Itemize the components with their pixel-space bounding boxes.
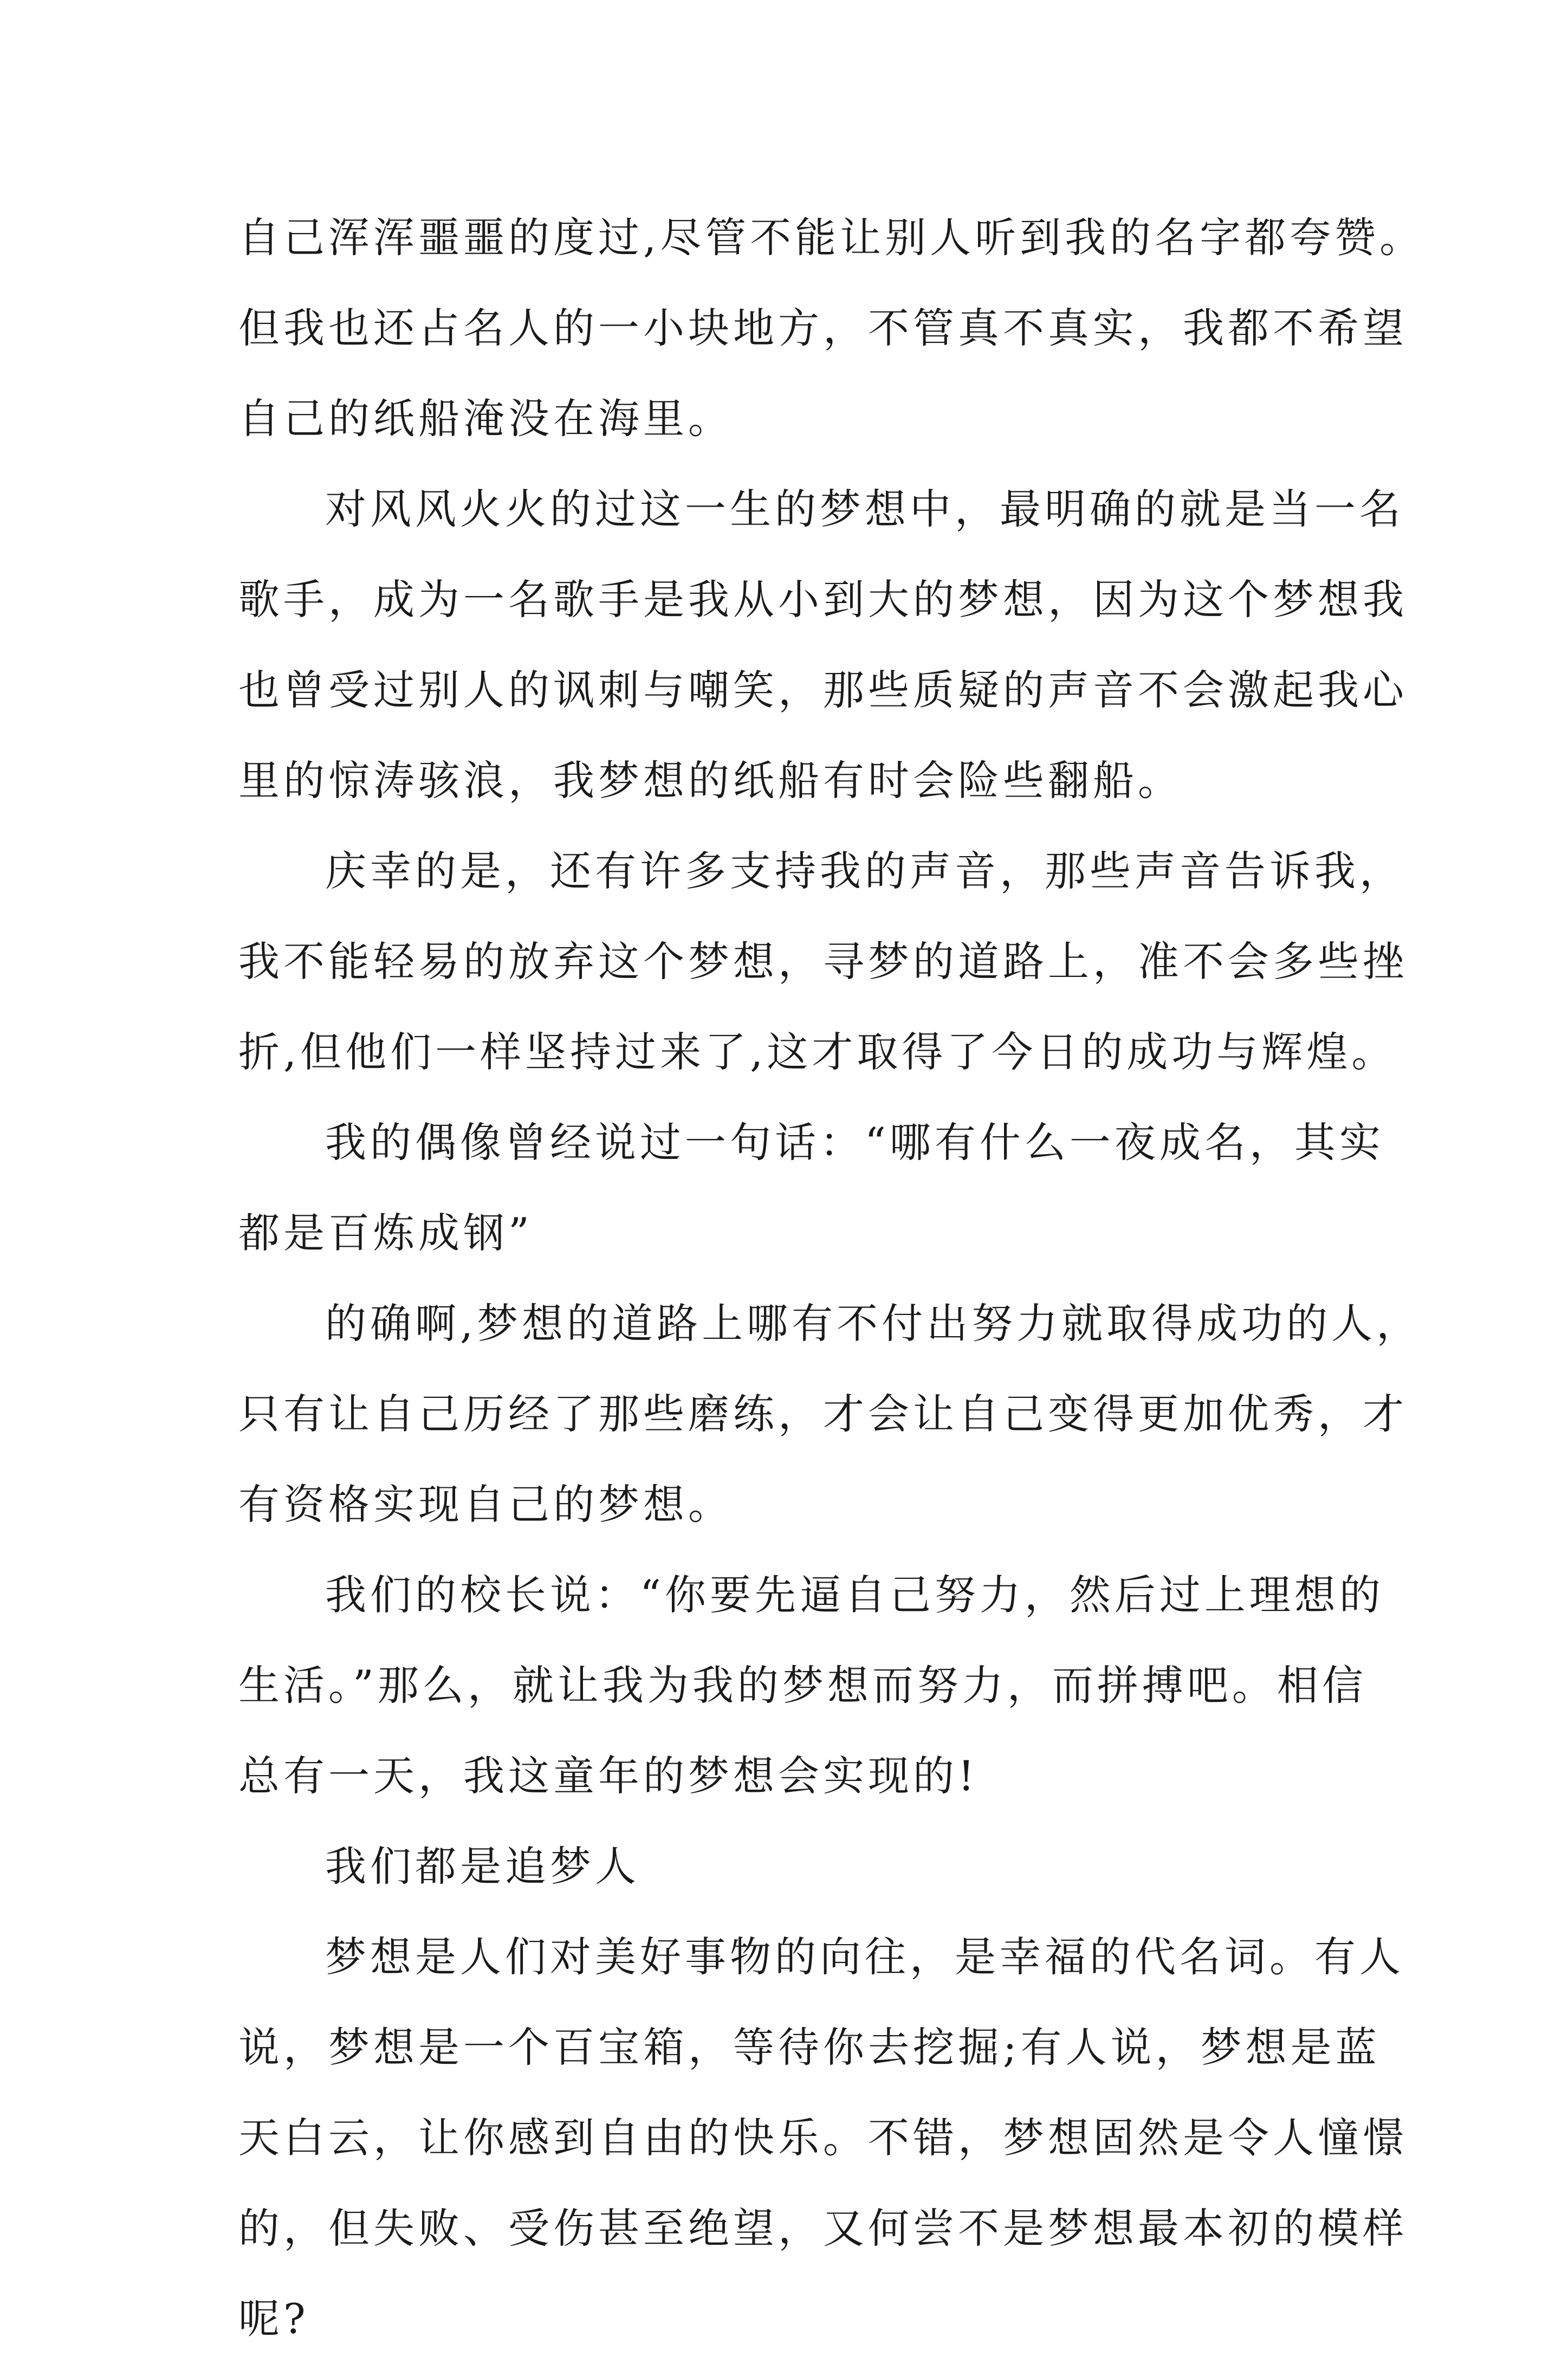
text-line: 折,但他们一样坚持过来了,这才取得了今日的成功与辉煌。: [238, 1028, 1397, 1076]
text-line: 只有让自己历经了那些磨练，才会让自己变得更加优秀，才: [238, 1390, 1408, 1438]
text-line: 我们都是追梦人: [325, 1842, 640, 1890]
text-line: 天白云，让你感到自由的快乐。不错，梦想固然是令人憧憬: [238, 2114, 1408, 2162]
text-line: 都是百炼成钢”: [238, 1209, 533, 1257]
text-line: 我的偶像曾经说过一句话：“哪有什么一夜成名，其实: [325, 1118, 1384, 1167]
text-line: 有资格实现自己的梦想。: [238, 1480, 733, 1528]
text-line: 也曾受过别人的讽刺与嘲笑，那些质疑的声音不会激起我心: [238, 666, 1408, 714]
text-line: 总有一天，我这童年的梦想会实现的!: [238, 1752, 979, 1800]
text-line: 里的惊涛骇浪，我梦想的纸船有时会险些翻船。: [238, 756, 1183, 805]
text-line: 自己的纸船淹没在海里。: [238, 394, 733, 443]
text-line: 对风风火火的过这一生的梦想中，最明确的就是当一名: [325, 485, 1404, 533]
text-line: 生活。”那么，就让我为我的梦想而努力，而拼搏吧。相信: [238, 1661, 1367, 1709]
text-line: 我不能轻易的放弃这个梦想，寻梦的道路上，准不会多些挫: [238, 937, 1408, 986]
text-line: 说，梦想是一个百宝箱，等待你去挖掘;有人说，梦想是蓝: [238, 2023, 1381, 2071]
text-line: 梦想是人们对美好事物的向往，是幸福的代名词。有人: [325, 1933, 1404, 1981]
text-line: 呢?: [238, 2295, 309, 2343]
text-line: 歌手，成为一名歌手是我从小到大的梦想，因为这个梦想我: [238, 575, 1408, 624]
text-line: 的，但失败、受伤甚至绝望，又何尝不是梦想最本初的模样: [238, 2204, 1408, 2252]
text-line: 的确啊,梦想的道路上哪有不付出努力就取得成功的人，: [325, 1299, 1422, 1348]
text-line: 自己浑浑噩噩的度过,尽管不能让别人听到我的名字都夸赞。: [238, 213, 1425, 262]
text-line: 庆幸的是，还有许多支持我的声音，那些声音告诉我，: [325, 847, 1404, 895]
document-body: [238, 192, 1425, 2364]
text-line: 我们的校长说：“你要先逼自己努力，然后过上理想的: [325, 1571, 1384, 1619]
text-line: 但我也还占名人的一小块地方，不管真不真实，我都不希望: [238, 304, 1408, 352]
